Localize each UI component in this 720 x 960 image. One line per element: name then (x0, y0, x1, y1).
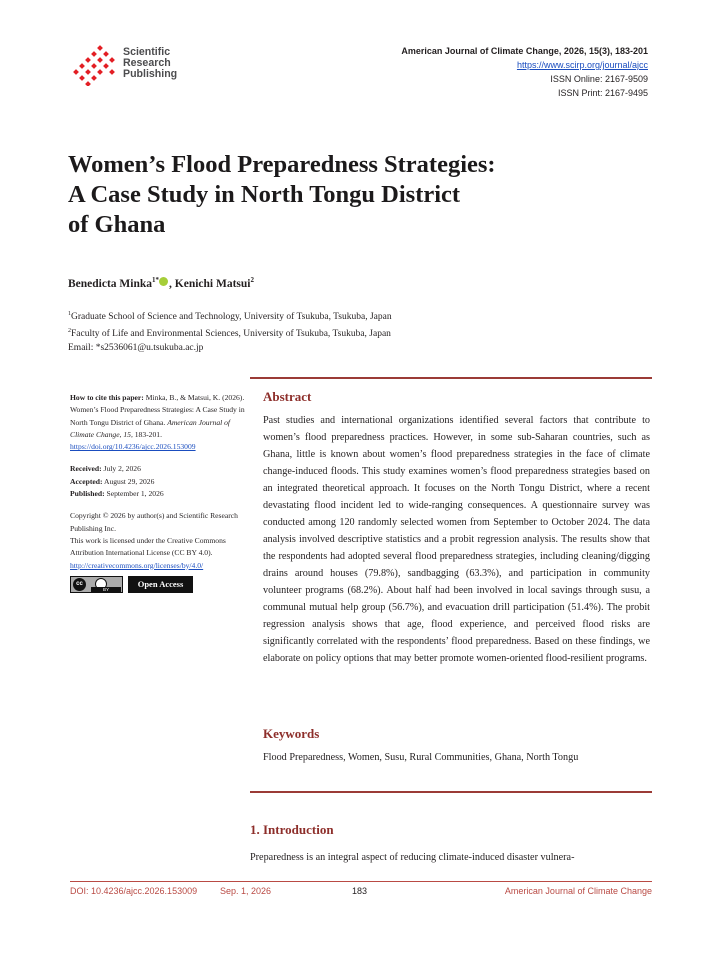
footer-doi[interactable]: DOI: 10.4236/ajcc.2026.153009 (70, 886, 198, 896)
title-line-3: of Ghana (68, 211, 166, 238)
keywords-list: Flood Preparedness, Women, Susu, Rural Communities, Ghana, North Tongu (263, 752, 579, 763)
doi-link[interactable]: https://doi.org/10.4236/ajcc.2026.153009 (70, 442, 196, 452)
publisher-logo (72, 44, 192, 88)
abstract-body: Past studies and international organizations identified several factors that contribute to women’s flood preparedness practices. However, in some sub-Saharan countries, such as Ghana, little is known about women’s flood preparedness strategies in the face of climate change-induced floods. This study examines women’s flood preparedness strategies based on an integrated theoretical approach. It focuses on the North Tongu District, where a recent devastating flood incident led to wide-ranging consequences. A questionnaire survey was conducted among 120 randomly selected women from September to October 2024. The data analysis involved descriptive statistics and a probit regression analysis. The results show that the respondents had adopted several flood preparedness strategies, including cleaning/digging drains around houses (79.8%), sandbagging (63.3%), and participation in community volunteer programs (68.2%). About half had been involved in local savings through susu, a communal mutual help group (56.7%), and evacuation drill participation (51.4%). The probit regression analysis shows that age, flood experience, and perceived flood risks are significantly correlated with the respondents’ flood preparedness. Based on these findings, we elaborate on policy options that may better promote women-oriented flood-resilient programs. (263, 415, 650, 664)
issn-online: ISSN Online: 2167-9509 (550, 74, 648, 84)
cite-label: How to cite this paper: (70, 393, 144, 402)
cc-by-label: BY (91, 587, 121, 593)
title-line-2: A Case Study in North Tongu District (68, 181, 461, 208)
issn-print: ISSN Print: 2167-9495 (557, 88, 648, 98)
accepted-date: August 29, 2026 (102, 476, 155, 486)
publisher-name (123, 47, 177, 80)
cc-by-badge-icon[interactable] (70, 576, 123, 593)
page-footer (70, 886, 652, 900)
article-sidebar (70, 392, 248, 594)
publication-dates: Received: July 2, 2026 Accepted: August 29, 2026 Published: September 1, 2026 (70, 464, 164, 499)
scirp-diamond-logo-icon (72, 44, 120, 86)
section-heading-introduction: 1. Introduction (250, 822, 334, 837)
publisher-name-line-1: Scientific (123, 46, 171, 58)
journal-citation: American Journal of Climate Change, 2026, 15(3), 183-201 (401, 46, 648, 56)
title-line-1: Women’s Flood Preparedness Strategies: (68, 151, 496, 178)
footer-rule (70, 881, 652, 882)
footer-journal-name: American Journal of Climate Change (504, 886, 652, 896)
paper-title (68, 150, 608, 240)
abstract-top-rule (250, 377, 652, 379)
orcid-icon[interactable] (159, 277, 168, 286)
affiliation-2: $^2$Faculty of Life and Environmental Sciences, University of Tsukuba, Tsukuba, Japan (68, 328, 391, 340)
copyright-notice: Copyright © 2026 by author(s) and Scientific Research Publishing Inc. (70, 511, 238, 533)
license-notice: This work is licensed under the Creative Commons Attribution International License (CC BY 4.0). (70, 535, 226, 558)
cite-pages: 183-201. (132, 429, 162, 439)
author-name-2[interactable]: Kenichi Matsui (174, 277, 251, 290)
keywords-heading: Keywords (263, 726, 320, 741)
journal-url-link[interactable]: https://www.scirp.org/journal/ajcc (516, 60, 648, 70)
abstract-heading: Abstract (263, 389, 312, 404)
corresponding-email[interactable]: Email: *s2536061@u.tsukuba.ac.jp (68, 343, 204, 354)
affiliation-1: $^1$Graduate School of Science and Technology, University of Tsukuba, Tsukuba, Japan (68, 311, 392, 323)
author-1-superscript: 1* (152, 276, 160, 284)
cite-journal: American Journal of Climate Change, 15, (70, 417, 231, 439)
page-number: 183 (352, 886, 368, 896)
author-2-superscript: 2 (250, 276, 254, 284)
abstract-bottom-rule (250, 791, 652, 793)
footer-date: Sep. 1, 2026 (220, 886, 272, 896)
introduction-first-line: Preparedness is an integral aspect of reducing climate-induced disaster vulnera- (250, 852, 575, 863)
journal-info (401, 44, 648, 100)
author-list (68, 276, 254, 290)
license-badges (70, 576, 248, 594)
publisher-name-line-3: Publishing (123, 68, 178, 80)
citation-block (70, 392, 248, 453)
open-access-badge[interactable]: Open Access (128, 576, 193, 593)
publisher-name-line-2: Research (123, 57, 171, 69)
received-date: July 2, 2026 (101, 464, 141, 474)
author-separator: , (169, 277, 175, 290)
cite-text: Minka, B., & Matsui, K. (2026). Women’s Flood Preparedness Strategies: A Case Study in North Tongu District of Ghana. (70, 393, 245, 427)
published-date: September 1, 2026 (104, 489, 164, 499)
license-link[interactable]: http://creativecommons.org/licenses/by/4.0/ (70, 560, 204, 570)
author-name-1[interactable]: Benedicta Minka (68, 277, 153, 290)
affiliations (68, 307, 392, 355)
cc-icon: cc (73, 578, 86, 591)
